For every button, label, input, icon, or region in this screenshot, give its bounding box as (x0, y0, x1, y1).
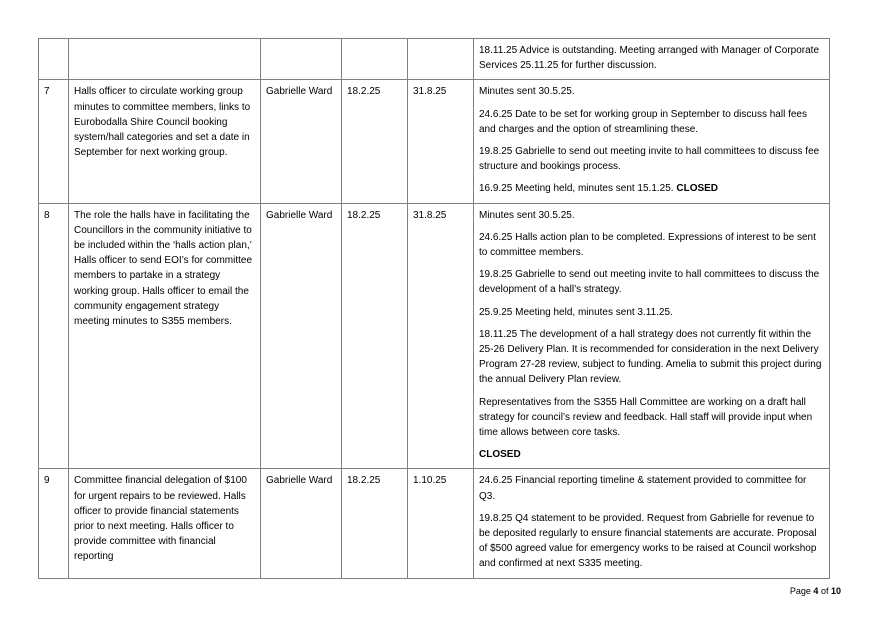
closed-status: CLOSED (479, 449, 521, 461)
note-text: 16.9.25 Meeting held, minutes sent 15.1.25. (479, 183, 677, 195)
action-description (69, 39, 261, 80)
note-entry: Representatives from the S355 Hall Committee are working on a draft hall strategy for council’s review and feedback. Hall staff will provide input when time allows between core tasks. (479, 396, 813, 439)
responsible-person (261, 39, 342, 80)
progress-notes (474, 469, 830, 578)
note-entry: 18.11.25 Advice is outstanding. Meeting arranged with Manager of Corporate Services 25.11.25 for further discussion. (479, 45, 820, 72)
note-entry: 25.9.25 Meeting held, minutes sent 3.11.25. (479, 306, 673, 318)
progress-notes (474, 203, 830, 469)
item-number (39, 39, 69, 80)
start-date: 18.2.25 (342, 469, 408, 578)
note-entry: 24.6.25 Halls action plan to be completed. Expressions of interest to be sent to committee members. (479, 231, 816, 259)
due-date: 1.10.25 (408, 469, 474, 578)
table-row (39, 203, 830, 469)
item-number: 9 (39, 469, 69, 578)
page-current: 4 (813, 586, 819, 596)
page-total: 10 (830, 586, 841, 596)
page-footer (790, 586, 841, 596)
item-number: 8 (39, 203, 69, 469)
responsible-person: Gabrielle Ward (261, 469, 342, 578)
note-entry: 19.8.25 Gabrielle to send out meeting invite to hall committees to discuss the development of a hall’s strategy. (479, 269, 820, 296)
responsible-person: Gabrielle Ward (261, 203, 342, 469)
closed-status: CLOSED (676, 183, 719, 195)
action-description: The role the halls have in facilitating the Councillors in the community initiative to be included within the ‘halls action plan,’ Halls officer to send EOI’s for committee members to partake in a strategy working group. Halls officer to email the community engagement strategy meeting minutes to S355 members. (69, 203, 261, 469)
note-entry: 19.8.25 Gabrielle to send out meeting invite to hall committees to discuss fee structure and bookings process. (479, 146, 820, 173)
table-row (39, 80, 830, 203)
due-date: 31.8.25 (408, 80, 474, 203)
due-date (408, 39, 474, 80)
note-entry: Minutes sent 30.5.25. (479, 209, 575, 221)
action-description: Halls officer to circulate working group minutes to committee members, links to Eurobodalla Shire Council booking system/hall categories and set a date in September for next working group. (69, 80, 261, 203)
note-entry: 24.6.25 Financial reporting timeline & statement provided to committee for Q3. (479, 475, 807, 502)
progress-notes (474, 39, 830, 80)
action-items-table (38, 38, 830, 579)
page-of: of (820, 586, 829, 596)
start-date: 18.2.25 (342, 80, 408, 203)
start-date (342, 39, 408, 80)
responsible-person: Gabrielle Ward (261, 80, 342, 203)
note-entry: 19.8.25 Q4 statement to be provided. Request from Gabrielle for revenue to be deposited regularly to ensure financial statements are accurate. Proposal of $500 agreed value for emergency works to be raised at Council workshop and confirmed at next S335 meeting. (479, 512, 817, 570)
due-date: 31.8.25 (408, 203, 474, 469)
note-entry: Minutes sent 30.5.25. (479, 86, 575, 98)
page-label: Page (789, 586, 811, 596)
note-entry: 18.11.25 The development of a hall strategy does not currently fit within the 25-26 Delivery Plan. It is recommended for consideration in the next Delivery Program 27-28 review, subject to funding. Amelia to submit this project during the annual Delivery Plan review. (479, 328, 822, 386)
table-row (39, 469, 830, 578)
progress-notes (474, 80, 830, 203)
note-entry: 24.6.25 Date to be set for working group in September to discuss hall fees and charges and the option of streamlining these. (479, 108, 807, 135)
table-row (39, 39, 830, 80)
start-date: 18.2.25 (342, 203, 408, 469)
action-description: Committee financial delegation of $100 for urgent repairs to be reviewed. Halls officer to provide financial statements prior to next meeting. Halls officer to provide committee with financial reporting (69, 469, 261, 578)
note-entry (479, 181, 824, 196)
item-number: 7 (39, 80, 69, 203)
